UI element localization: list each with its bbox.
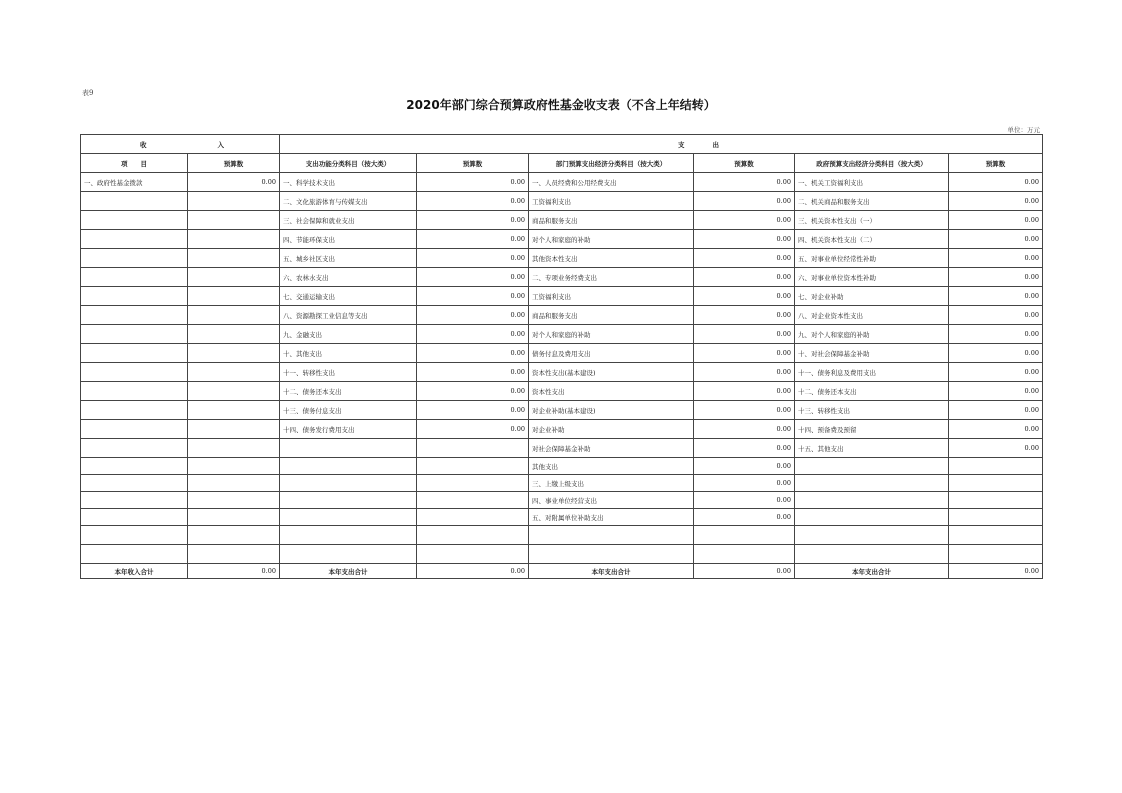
table-number: 表9: [82, 89, 94, 97]
function-class-amount: [417, 526, 529, 545]
income-amount: [188, 363, 280, 382]
gov-econ-item: 六、对事业单位资本性补助: [795, 268, 949, 287]
income-amount: [188, 287, 280, 306]
function-class-amount: 0.00: [417, 287, 529, 306]
dept-econ-amount: 0.00: [694, 382, 795, 401]
dept-total-label: 本年支出合计: [529, 564, 694, 579]
dept-econ-item: 对企业补助(基本建设): [529, 401, 694, 420]
gov-econ-item: [795, 545, 949, 564]
income-item: [81, 287, 188, 306]
dept-econ-amount: 0.00: [694, 230, 795, 249]
income-amount: [188, 526, 280, 545]
income-amount: [188, 420, 280, 439]
table-row: [81, 363, 1043, 382]
budget-table: [80, 134, 1043, 579]
income-item: [81, 401, 188, 420]
dept-econ-amount: 0.00: [694, 509, 795, 526]
table-row: [81, 344, 1043, 363]
dept-econ-item: 对个人和家庭的补助: [529, 325, 694, 344]
gov-econ-item: [795, 509, 949, 526]
function-class-amount: 0.00: [417, 325, 529, 344]
gov-econ-amount: 0.00: [949, 363, 1043, 382]
gov-econ-item: 十五、其他支出: [795, 439, 949, 458]
table-row: [81, 287, 1043, 306]
dept-econ-amount: 0.00: [694, 268, 795, 287]
gov-econ-amount: [949, 492, 1043, 509]
gov-econ-amount: 0.00: [949, 344, 1043, 363]
header-gov-econ-amount: 预算数: [949, 154, 1043, 173]
header-item: 项 目: [81, 154, 188, 173]
function-class-amount: 0.00: [417, 192, 529, 211]
dept-econ-amount: 0.00: [694, 492, 795, 509]
gov-econ-item: 十四、预备费及预留: [795, 420, 949, 439]
table-row: [81, 509, 1043, 526]
gov-econ-item: 二、机关商品和服务支出: [795, 192, 949, 211]
dept-econ-item: 对企业补助: [529, 420, 694, 439]
function-class-amount: 0.00: [417, 173, 529, 192]
gov-econ-amount: [949, 475, 1043, 492]
function-class-item: [280, 526, 417, 545]
function-class-item: [280, 475, 417, 492]
gov-econ-amount: 0.00: [949, 268, 1043, 287]
function-class-item: 十三、债务付息支出: [280, 401, 417, 420]
function-class-amount: [417, 509, 529, 526]
income-amount: [188, 382, 280, 401]
income-item: [81, 475, 188, 492]
function-class-amount: [417, 475, 529, 492]
gov-econ-amount: 0.00: [949, 382, 1043, 401]
expense-banner-right: 出: [712, 140, 719, 149]
dept-total-value: 0.00: [694, 564, 795, 579]
table-row: [81, 382, 1043, 401]
table-row: [81, 475, 1043, 492]
expense-banner-left: 支: [678, 140, 685, 149]
gov-econ-item: 九、对个人和家庭的补助: [795, 325, 949, 344]
income-amount: [188, 492, 280, 509]
income-item: 一、政府性基金拨款: [81, 173, 188, 192]
gov-econ-amount: 0.00: [949, 439, 1043, 458]
function-class-item: [280, 509, 417, 526]
dept-econ-amount: 0.00: [694, 173, 795, 192]
income-amount: [188, 509, 280, 526]
header-dept-econ-amount: 预算数: [694, 154, 795, 173]
function-class-item: [280, 458, 417, 475]
income-amount: [188, 249, 280, 268]
gov-econ-amount: [949, 526, 1043, 545]
table-row: [81, 173, 1043, 192]
gov-total-value: 0.00: [949, 564, 1043, 579]
gov-econ-amount: [949, 509, 1043, 526]
gov-econ-item: 十、对社会保障基金补助: [795, 344, 949, 363]
table-row: [81, 249, 1043, 268]
function-class-item: 六、农林水支出: [280, 268, 417, 287]
unit-label: 单位：万元: [1007, 126, 1040, 134]
dept-econ-amount: 0.00: [694, 420, 795, 439]
gov-econ-amount: [949, 458, 1043, 475]
function-class-item: 四、节能环保支出: [280, 230, 417, 249]
function-class-amount: 0.00: [417, 306, 529, 325]
table-row: [81, 401, 1043, 420]
dept-econ-item: 工资福利支出: [529, 287, 694, 306]
dept-econ-item: 对社会保障基金补助: [529, 439, 694, 458]
function-class-amount: 0.00: [417, 420, 529, 439]
income-total-value: 0.00: [188, 564, 280, 579]
income-item: [81, 344, 188, 363]
income-amount: [188, 192, 280, 211]
header-function-class: 支出功能分类科目（按大类）: [280, 154, 417, 173]
table-row: [81, 192, 1043, 211]
function-class-item: 九、金融支出: [280, 325, 417, 344]
income-item: [81, 230, 188, 249]
gov-econ-item: 五、对事业单位经常性补助: [795, 249, 949, 268]
income-item: [81, 382, 188, 401]
income-item: [81, 192, 188, 211]
dept-econ-item: [529, 526, 694, 545]
gov-econ-amount: 0.00: [949, 173, 1043, 192]
function-class-amount: 0.00: [417, 211, 529, 230]
dept-econ-item: 债务付息及费用支出: [529, 344, 694, 363]
dept-econ-item: 三、上缴上级支出: [529, 475, 694, 492]
income-item: [81, 306, 188, 325]
dept-econ-amount: 0.00: [694, 192, 795, 211]
dept-econ-item: 对个人和家庭的补助: [529, 230, 694, 249]
dept-econ-amount: 0.00: [694, 211, 795, 230]
gov-econ-amount: [949, 545, 1043, 564]
income-item: [81, 249, 188, 268]
table-row: [81, 439, 1043, 458]
function-class-item: 八、资源勘探工业信息等支出: [280, 306, 417, 325]
gov-econ-amount: 0.00: [949, 420, 1043, 439]
dept-econ-item: 四、事业单位经营支出: [529, 492, 694, 509]
income-amount: [188, 344, 280, 363]
income-banner-right: 入: [217, 140, 224, 149]
dept-econ-item: 其他支出: [529, 458, 694, 475]
gov-econ-amount: 0.00: [949, 325, 1043, 344]
gov-econ-item: 三、机关资本性支出（一）: [795, 211, 949, 230]
dept-econ-item: [529, 545, 694, 564]
gov-econ-amount: 0.00: [949, 230, 1043, 249]
income-amount: [188, 401, 280, 420]
gov-econ-item: 八、对企业资本性支出: [795, 306, 949, 325]
dept-econ-item: 商品和服务支出: [529, 306, 694, 325]
dept-econ-amount: 0.00: [694, 306, 795, 325]
function-class-item: [280, 545, 417, 564]
gov-econ-amount: 0.00: [949, 401, 1043, 420]
function-class-amount: 0.00: [417, 363, 529, 382]
dept-econ-amount: 0.00: [694, 344, 795, 363]
dept-econ-amount: 0.00: [694, 401, 795, 420]
income-amount: [188, 439, 280, 458]
function-class-item: 三、社会保障和就业支出: [280, 211, 417, 230]
income-item: [81, 526, 188, 545]
income-item: [81, 420, 188, 439]
function-class-amount: 0.00: [417, 401, 529, 420]
header-function-amount: 预算数: [417, 154, 529, 173]
header-income-amount: 预算数: [188, 154, 280, 173]
income-item: [81, 509, 188, 526]
function-class-amount: [417, 545, 529, 564]
function-class-item: 二、文化旅游体育与传媒支出: [280, 192, 417, 211]
gov-econ-amount: 0.00: [949, 287, 1043, 306]
income-amount: [188, 475, 280, 492]
function-class-amount: 0.00: [417, 382, 529, 401]
table-row: [81, 492, 1043, 509]
gov-econ-item: 十一、债务利息及费用支出: [795, 363, 949, 382]
income-banner-left: 收: [140, 140, 147, 149]
income-item: [81, 325, 188, 344]
table-row: [81, 458, 1043, 475]
gov-econ-item: 七、对企业补助: [795, 287, 949, 306]
header-row: [81, 154, 1043, 173]
income-item: [81, 492, 188, 509]
dept-econ-amount: 0.00: [694, 475, 795, 492]
income-amount: [188, 545, 280, 564]
income-item: [81, 211, 188, 230]
function-class-item: 一、科学技术支出: [280, 173, 417, 192]
function-class-item: 七、交通运输支出: [280, 287, 417, 306]
income-item: [81, 545, 188, 564]
income-amount: [188, 230, 280, 249]
gov-econ-item: 十三、转移性支出: [795, 401, 949, 420]
gov-econ-item: [795, 492, 949, 509]
dept-econ-item: 其他资本性支出: [529, 249, 694, 268]
gov-econ-item: 四、机关资本性支出（二）: [795, 230, 949, 249]
function-total-value: 0.00: [417, 564, 529, 579]
dept-econ-amount: [694, 545, 795, 564]
table-row: [81, 306, 1043, 325]
income-item: [81, 268, 188, 287]
table-row: [81, 230, 1043, 249]
income-amount: [188, 211, 280, 230]
expense-banner: [280, 135, 1043, 154]
function-class-item: 五、城乡社区支出: [280, 249, 417, 268]
function-class-amount: [417, 492, 529, 509]
header-dept-econ-class: 部门预算支出经济分类科目（按大类）: [529, 154, 694, 173]
dept-econ-item: 五、对附属单位补助支出: [529, 509, 694, 526]
gov-econ-amount: 0.00: [949, 192, 1043, 211]
dept-econ-amount: 0.00: [694, 249, 795, 268]
function-class-amount: 0.00: [417, 249, 529, 268]
function-class-item: 十一、转移性支出: [280, 363, 417, 382]
income-amount: 0.00: [188, 173, 280, 192]
gov-econ-item: [795, 526, 949, 545]
dept-econ-amount: 0.00: [694, 287, 795, 306]
function-total-label: 本年支出合计: [280, 564, 417, 579]
function-class-amount: 0.00: [417, 268, 529, 287]
gov-econ-item: [795, 458, 949, 475]
income-amount: [188, 325, 280, 344]
totals-row: [81, 564, 1043, 579]
banner-row: [81, 135, 1043, 154]
gov-econ-item: 一、机关工资福利支出: [795, 173, 949, 192]
dept-econ-item: 一、人员经费和公用经费支出: [529, 173, 694, 192]
function-class-item: [280, 439, 417, 458]
function-class-item: 十、其他支出: [280, 344, 417, 363]
dept-econ-item: 商品和服务支出: [529, 211, 694, 230]
income-item: [81, 439, 188, 458]
gov-econ-amount: 0.00: [949, 306, 1043, 325]
header-gov-econ-class: 政府预算支出经济分类科目（按大类）: [795, 154, 949, 173]
dept-econ-item: 资本性支出: [529, 382, 694, 401]
income-total-label: 本年收入合计: [81, 564, 188, 579]
dept-econ-item: 工资福利支出: [529, 192, 694, 211]
table-row: [81, 420, 1043, 439]
gov-econ-item: 十二、债务还本支出: [795, 382, 949, 401]
dept-econ-item: 资本性支出(基本建设): [529, 363, 694, 382]
income-banner: [81, 135, 280, 154]
income-amount: [188, 306, 280, 325]
gov-total-label: 本年支出合计: [795, 564, 949, 579]
function-class-item: [280, 492, 417, 509]
income-item: [81, 363, 188, 382]
table-row: [81, 526, 1043, 545]
table-row: [81, 545, 1043, 564]
table-row: [81, 325, 1043, 344]
function-class-amount: 0.00: [417, 344, 529, 363]
income-amount: [188, 458, 280, 475]
income-item: [81, 458, 188, 475]
dept-econ-amount: 0.00: [694, 363, 795, 382]
gov-econ-amount: 0.00: [949, 249, 1043, 268]
gov-econ-item: [795, 475, 949, 492]
income-amount: [188, 268, 280, 287]
dept-econ-amount: 0.00: [694, 458, 795, 475]
function-class-item: 十四、债务发行费用支出: [280, 420, 417, 439]
function-class-item: 十二、债务还本支出: [280, 382, 417, 401]
page-title: 2020年部门综合预算政府性基金收支表（不含上年结转）: [406, 98, 716, 112]
dept-econ-amount: 0.00: [694, 325, 795, 344]
dept-econ-amount: 0.00: [694, 439, 795, 458]
dept-econ-amount: [694, 526, 795, 545]
table-row: [81, 211, 1043, 230]
gov-econ-amount: 0.00: [949, 211, 1043, 230]
dept-econ-item: 二、专项业务经费支出: [529, 268, 694, 287]
function-class-amount: 0.00: [417, 230, 529, 249]
function-class-amount: [417, 458, 529, 475]
table-row: [81, 268, 1043, 287]
function-class-amount: [417, 439, 529, 458]
